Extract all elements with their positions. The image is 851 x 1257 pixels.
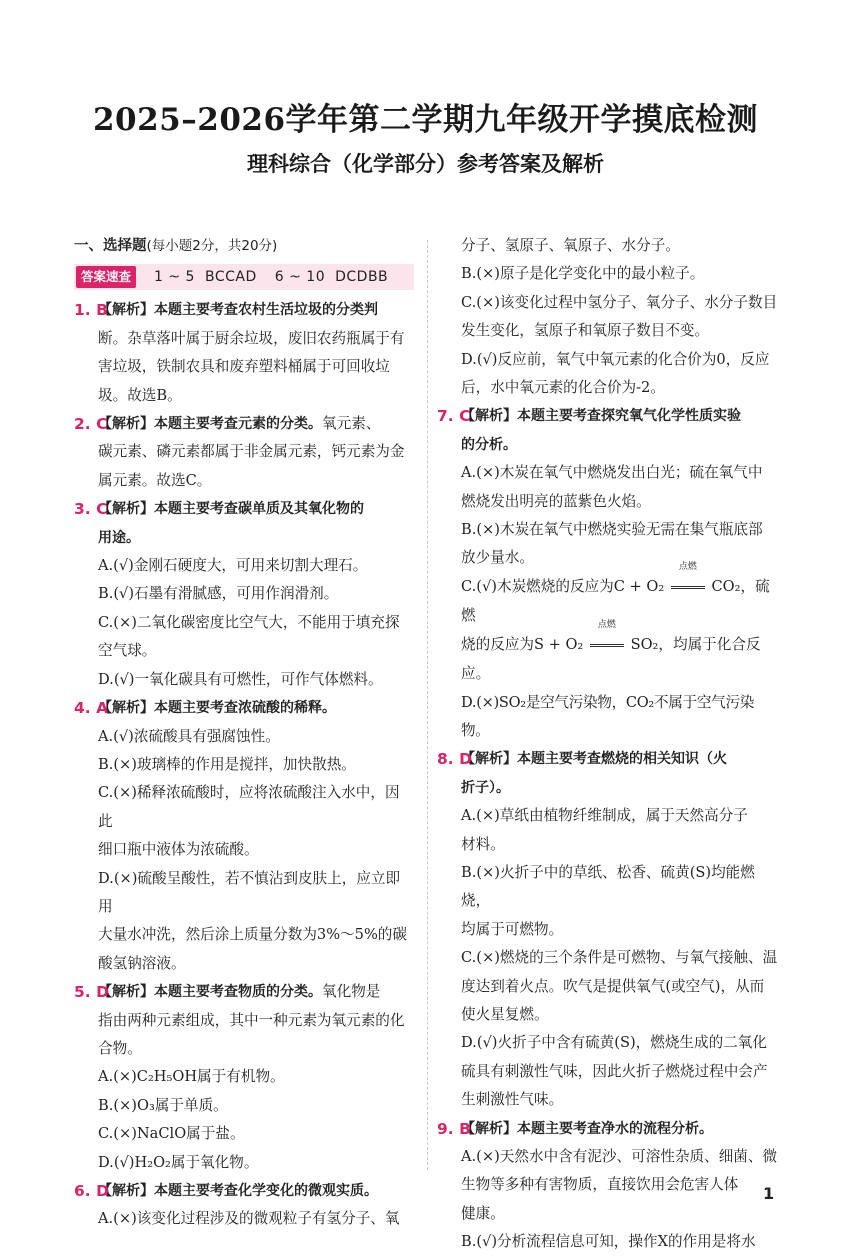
option-line: C.(×)稀释浓硫酸时，应将浓硫酸注入水中，因此 [98, 784, 400, 830]
option-line: 硫具有刺激性气味，因此火折子燃烧过程中会产 [461, 1062, 768, 1080]
option-line: B.(×)玻璃棒的作用是搅拌，加快散热。 [98, 755, 356, 773]
option-line: D.(√)反应前，氧气中氧元素的化合价为0，反应 [461, 350, 770, 368]
option-line: 度达到着火点。吹气是提供氧气(或空气)，从而 [461, 977, 765, 995]
option-line: B.(×)木炭在氧气中燃烧实验无需在集气瓶底部 [461, 521, 763, 539]
option-line: B.(√)分析流程信息可知，操作X的作用是将水 [461, 1233, 756, 1251]
question-analysis: 折子）。 [461, 779, 510, 796]
right-column [437, 232, 780, 1257]
page-number: 1 [763, 1184, 775, 1203]
question-analysis: 【解析】本题主要考查净水的流程分析。 [461, 1120, 713, 1137]
quick-answer-bar [74, 264, 414, 290]
question-number: 1. B [74, 301, 108, 320]
option-line: 生物等多种有害物质，直接饮用会危害人体 [461, 1176, 739, 1194]
option-line: 细口瓶中液体为浓硫酸。 [98, 841, 259, 859]
option-line: A.(√)浓硫酸具有强腐蚀性。 [98, 727, 280, 745]
question-number: 8. D [437, 750, 472, 769]
question-number: 5. D [74, 983, 109, 1002]
option-line [461, 619, 780, 689]
question-analysis: 【解析】本题主要考查元素的分类。 [98, 416, 322, 433]
question-9 [437, 1115, 780, 1257]
question-analysis: 【解析】本题主要考查探究氧气化学性质实验 [461, 408, 741, 425]
text-line: 断。杂草落叶属于厨余垃圾，废旧农药瓶属于有 [98, 329, 405, 347]
question-2 [74, 410, 414, 495]
option-line: 酸氢钠溶液。 [98, 954, 186, 972]
option-line: B.(√)石墨有滑腻感，可用作润滑剂。 [98, 585, 339, 603]
quick-range-1: 1 ~ 5 [154, 269, 195, 286]
text-line: 指由两种元素组成，其中一种元素为氧元素的化 [98, 1011, 405, 1029]
question-number: 6. D [74, 1182, 109, 1200]
question-6-continued [437, 232, 780, 402]
option-line: 大量水冲洗，然后涂上质量分数为3%～5%的碳 [98, 926, 407, 944]
option-line: C.(×)NaClO属于盐。 [98, 1125, 245, 1143]
equation-text: 烧的反应为S + O₂ [461, 635, 584, 653]
reaction-condition: 点燃 [597, 619, 616, 630]
question-analysis: 【解析】本题主要考查浓硫酸的稀释。 [98, 700, 336, 717]
text-line: 害垃圾，铁制农具和废弃塑料桶属于可回收垃 [98, 358, 390, 376]
question-analysis: 【解析】本题主要考查化学变化的微观实质。 [98, 1183, 378, 1199]
text-line: 碳元素、磷元素都属于非金属元素，钙元素为金 [98, 443, 405, 461]
text-line: 属元素。故选C。 [98, 471, 212, 489]
option-line: 发生变化，氢原子和氧原子数目不变。 [461, 322, 710, 340]
text-line: 圾。故选B。 [98, 386, 182, 404]
text-line: 氧元素、 [322, 415, 381, 433]
quick-range-2: 6 ~ 10 [274, 269, 326, 286]
quick-answers-2: DCDBB [335, 269, 389, 286]
question-number: 4. A [74, 699, 109, 718]
column-divider [427, 240, 428, 1170]
reaction-arrow [588, 619, 626, 660]
equation-text: C.(√)木炭燃烧的反应为C + O₂ [461, 577, 665, 595]
option-line: C.(×)燃烧的三个条件是可燃物、与氧气接触、温 [461, 949, 778, 967]
question-1 [74, 296, 414, 410]
question-3 [74, 495, 414, 694]
reaction-arrow [669, 561, 707, 602]
question-number: 9. B [437, 1119, 471, 1138]
question-number: 7. C [437, 407, 471, 426]
option-line: D.(×)SO₂是空气污染物，CO₂不属于空气污染物。 [461, 693, 755, 739]
question-7 [437, 402, 780, 745]
question-number: 2. C [74, 415, 108, 434]
option-line: D.(√)一氧化碳具有可燃性，可作气体燃料。 [98, 670, 383, 688]
option-line: D.(√)H₂O₂属于氧化物。 [98, 1153, 259, 1171]
question-analysis: 用途。 [98, 529, 140, 546]
option-line: 均属于可燃物。 [461, 920, 564, 938]
option-line: A.(√)金刚石硬度大，可用来切割大理石。 [98, 557, 368, 575]
question-8 [437, 745, 780, 1114]
option-line: 使火星复燃。 [461, 1005, 549, 1023]
option-line: C.(×)二氧化碳密度比空气大，不能用于填充探 [98, 613, 400, 631]
option-line: A.(×)该变化过程涉及的微观粒子有氢分子、氧 [98, 1210, 400, 1228]
question-number: 3. C [74, 500, 108, 519]
question-5 [74, 978, 414, 1177]
text-line: 分子、氢原子、氧原子、水分子。 [461, 237, 680, 254]
option-line: B.(×)火折子中的草纸、松香、硫黄(S)均能燃烧， [461, 863, 755, 910]
option-line: 健康。 [461, 1204, 505, 1222]
section-heading [74, 232, 414, 260]
question-analysis: 的分析。 [461, 436, 517, 453]
option-line: 放少量水。 [461, 549, 534, 567]
left-column [74, 232, 414, 1234]
option-line: 生刺激性气味。 [461, 1091, 564, 1109]
option-line: C.(×)该变化过程中氢分子、氧分子、水分子数目 [461, 293, 778, 311]
question-analysis: 【解析】本题主要考查燃烧的相关知识（火 [461, 751, 727, 768]
option-line: D.(×)硫酸呈酸性，若不慎沾到皮肤上，应立即用 [98, 869, 401, 915]
option-line: D.(√)火折子中含有硫黄(S)，燃烧生成的二氧化 [461, 1034, 767, 1052]
option-line: 材料。 [461, 835, 505, 853]
option-line: 后，水中氧元素的化合价为-2。 [461, 379, 665, 397]
question-analysis: 【解析】本题主要考查农村生活垃圾的分类判 [98, 302, 378, 319]
quick-answers-1: BCCAD [204, 269, 257, 286]
question-6 [74, 1177, 414, 1234]
section-scoring: (每小题2分，共20分) [146, 238, 278, 254]
question-analysis: 【解析】本题主要考查物质的分类。 [98, 984, 322, 1001]
text-line: 氧化物是 [322, 983, 381, 1001]
option-line: B.(×)O₃属于单质。 [98, 1096, 228, 1114]
equation-text: SO₂，均属于化合反应。 [461, 635, 761, 683]
equation-text: CO₂，硫燃 [461, 577, 770, 625]
question-4 [74, 694, 414, 978]
page-subtitle: 理科综合（化学部分）参考答案及解析 [247, 152, 604, 176]
section-title: 一、选择题 [74, 238, 147, 254]
quick-answer-tag: 答案速查 [76, 266, 136, 288]
option-line: 燃烧发出明亮的蓝紫色火焰。 [461, 492, 651, 510]
page-title: 2025–2026学年第二学期九年级开学摸底检测 [92, 102, 759, 138]
option-line: A.(×)C₂H₅OH属于有机物。 [98, 1068, 285, 1086]
option-line: B.(×)原子是化学变化中的最小粒子。 [461, 265, 705, 283]
option-line: 空气球。 [98, 642, 157, 660]
option-line: A.(×)天然水中含有泥沙、可溶性杂质、细菌、微 [461, 1148, 778, 1165]
text-line: 合物。 [98, 1039, 142, 1057]
option-line: A.(×)草纸由植物纤维制成，属于天然高分子 [461, 807, 748, 825]
reaction-condition: 点燃 [678, 561, 697, 572]
question-analysis: 【解析】本题主要考查碳单质及其氧化物的 [98, 501, 364, 518]
option-line: A.(×)木炭在氧气中燃烧发出白光；硫在氧气中 [461, 464, 763, 482]
